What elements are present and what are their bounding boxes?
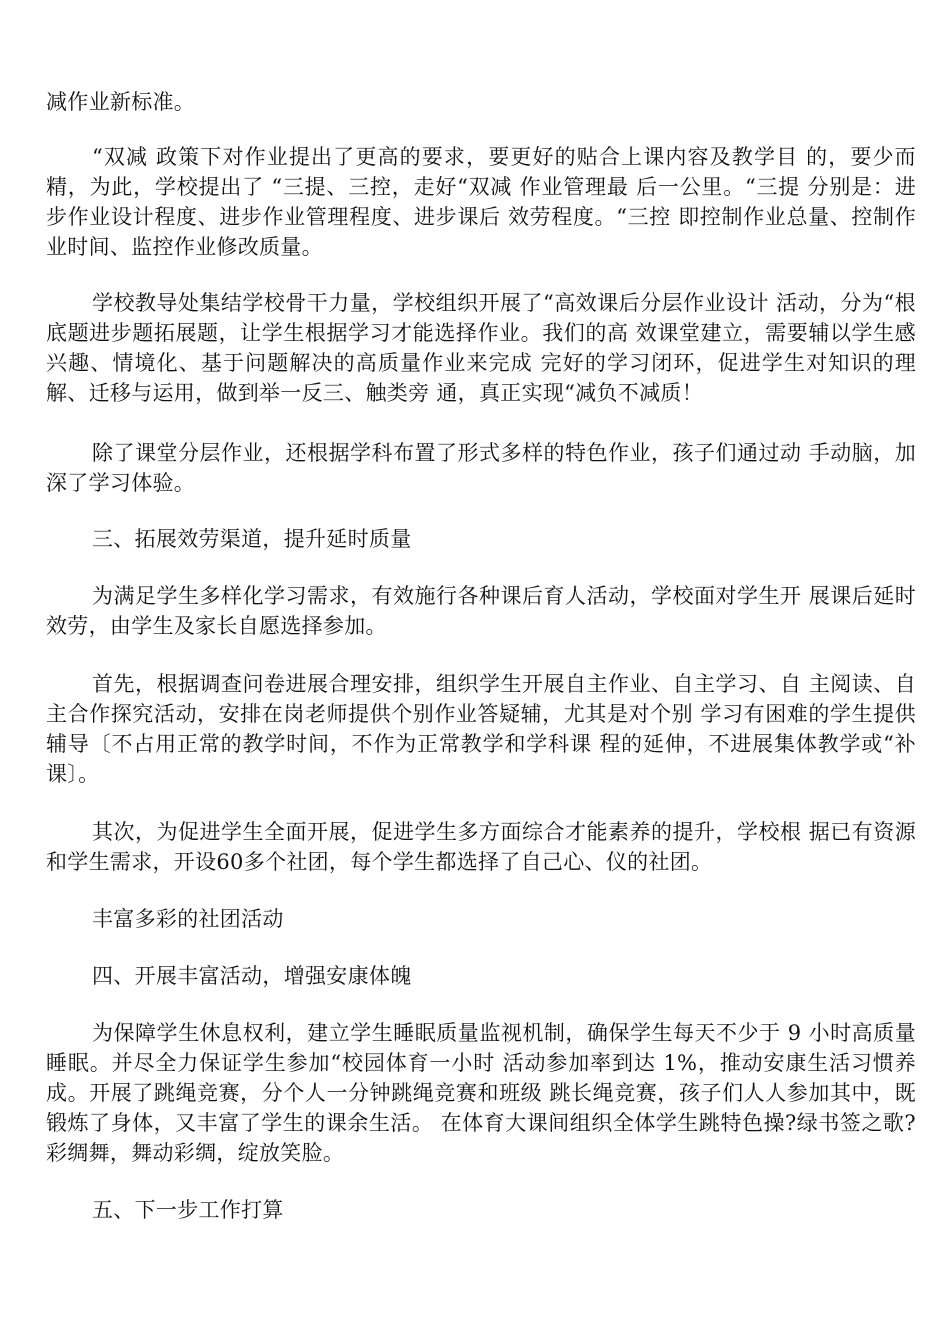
paragraph-continued: 减作业新标准。: [46, 90, 196, 114]
paragraph-second: 其次，为促进学生全面开展，促进学生多方面综合才能素养的提升，学校根 据已有资源和学生需求，开设60多个社团，每个学生都选择了自己心、仪的社团。: [46, 820, 916, 874]
caption-club-activities: 丰富多彩的社团活动: [92, 907, 284, 931]
paragraph-first: 首先，根据调查问卷进展合理安排，组织学生开展自主作业、自主学习、自 主阅读、自主合作探究活动，安排在岗老师提供个别作业答疑辅，尤其是对个别 学习有困难的学生提供辅导〔不占用正常的教学时间，不作为正常教学和学科课 程的延伸，不进展集体教学或“补课〕。: [46, 672, 916, 786]
paragraph-special-homework: 除了课堂分层作业，还根据学科布置了形式多样的特色作业，孩子们通过动 手动脑，加深了学习体验。: [46, 441, 916, 495]
paragraph-after-school-service: 为满足学生多样化学习需求，有效施行各种课后育人活动，学校面对学生开 展课后延时效劳，由学生及家长自愿选择参加。: [46, 584, 916, 638]
paragraph-layered-homework: 学校教导处集结学校骨干力量，学校组织开展了“高效课后分层作业设计 活动，分为“根底题进步题拓展题，让学生根据学习才能选择作业。我们的高 效课堂建立，需要辅以学生感兴趣、情境化、基于问题解决的高质量作业来完成 完好的学习闭环，促进学生对知识的理解、迁移与运用，做到举一反三、触类旁 通，真正实现“减负不减质！: [46, 291, 916, 405]
section-heading-5: 五、下一步工作打算: [92, 1198, 284, 1222]
section-heading-4: 四、开展丰富活动，增强安康体魄: [92, 964, 412, 988]
paragraph-double-reduction-policy: “双减 政策下对作业提出了更高的要求，要更好的贴合上课内容及教学目 的，要少而精，为此，学校提出了 “三提、三控，走好“双减 作业管理最 后一公里。“三提 分别是：进步作业设计程度、进步作业管理程度、进步课后 效劳程度。“三控 即控制作业总量、控制作业时间、监控作业修改质量。: [46, 145, 916, 259]
section-heading-3: 三、拓展效劳渠道，提升延时质量: [92, 527, 412, 551]
paragraph-sleep-sports: 为保障学生休息权利，建立学生睡眠质量监视机制，确保学生每天不少于 9 小时高质量睡眠。并尽全力保证学生参加“校园体育一小时 活动参加率到达 1%，推动安康生活习惯养成。开展了跳绳竞赛，分个人一分钟跳绳竞赛和班级 跳长绳竞赛，孩子们人人参加其中，既锻炼了身体，又丰富了学生的课余生活。 在体育大课间组织全体学生跳特色操?绿书签之歌?彩绸舞，舞动彩绸，绽放笑脸。: [46, 1021, 916, 1165]
